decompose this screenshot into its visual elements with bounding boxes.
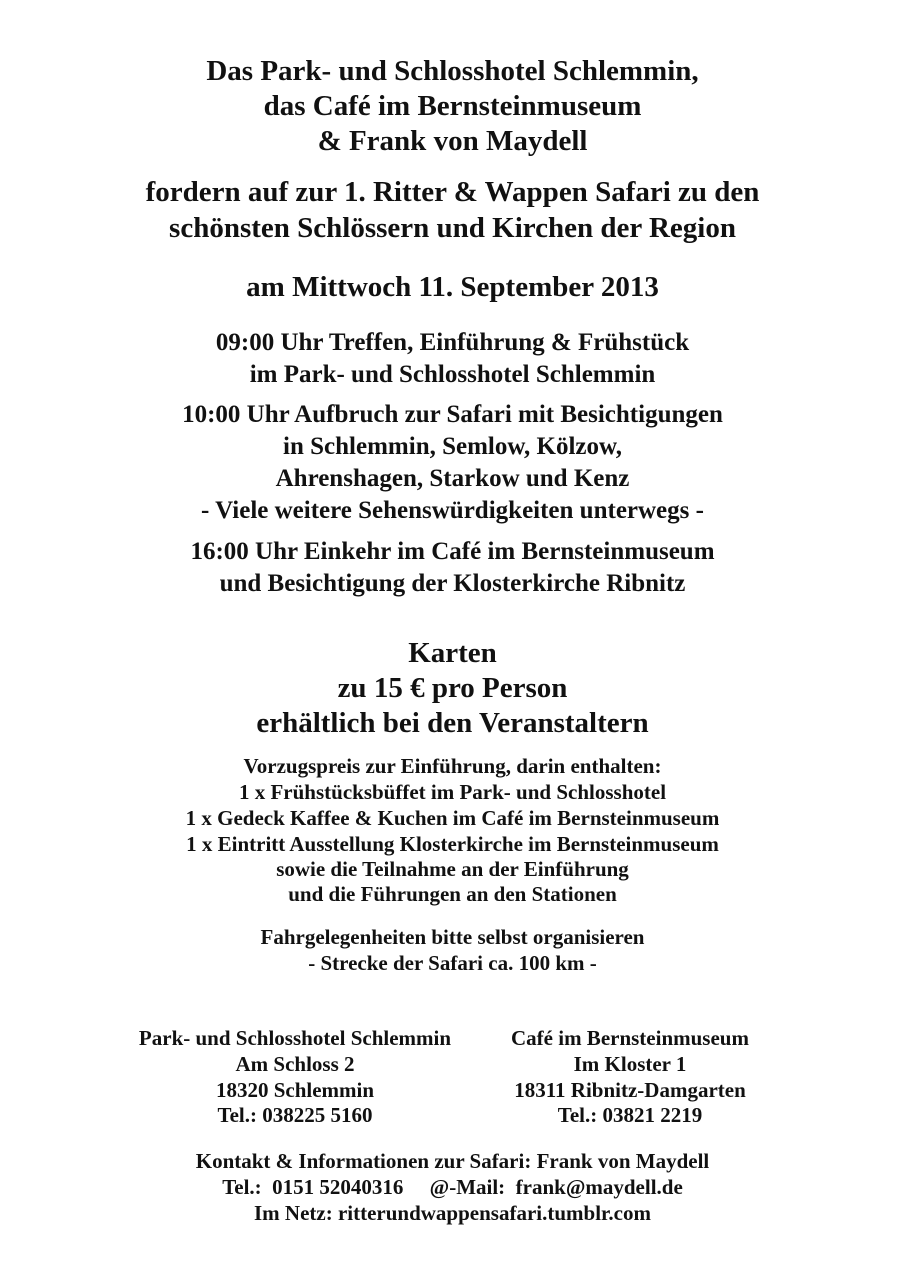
tickets-price: zu 15 € pro Person: [337, 672, 568, 704]
schedule-item-3-line-2: und Besichtigung der Klosterkirche Ribnitz: [219, 570, 686, 597]
schedule-item-2-line-1: 10:00 Uhr Aufbruch zur Safari mit Besichtigungen: [182, 401, 723, 428]
tickets-heading: Karten: [408, 637, 497, 669]
header-line-2: das Café im Bernsteinmuseum: [263, 90, 642, 122]
venue-left-name: Park- und Schlosshotel Schlemmin: [138, 1026, 452, 1050]
included-item-5: und die Führungen an den Stationen: [288, 882, 617, 906]
venue-left-phone: Tel.: 038225 5160: [217, 1103, 373, 1127]
venue-left-city: 18320 Schlemmin: [215, 1078, 375, 1102]
included-item-3: 1 x Eintritt Ausstellung Klosterkirche im Bernsteinmuseum: [186, 832, 719, 856]
schedule-item-3-line-1: 16:00 Uhr Einkehr im Café im Bernsteinmuseum: [190, 538, 715, 565]
invite-line-2: schönsten Schlössern und Kirchen der Region: [169, 212, 736, 244]
transport-line-1: Fahrgelegenheiten bitte selbst organisieren: [260, 925, 645, 949]
schedule-item-1-line-2: im Park- und Schlosshotel Schlemmin: [249, 361, 656, 388]
venue-right-phone: Tel.: 03821 2219: [557, 1103, 703, 1127]
schedule-item-2-line-3: Ahrenshagen, Starkow und Kenz: [275, 465, 630, 492]
header-line-3: & Frank von Maydell: [317, 125, 588, 157]
venue-right-street: Im Kloster 1: [573, 1052, 687, 1076]
transport-line-2: - Strecke der Safari ca. 100 km -: [308, 951, 597, 975]
contact-line-1: Kontakt & Informationen zur Safari: Frank von Maydell: [195, 1149, 710, 1173]
schedule-item-2-line-2: in Schlemmin, Semlow, Kölzow,: [283, 433, 622, 460]
invite-line-1: fordern auf zur 1. Ritter & Wappen Safari zu den: [145, 176, 760, 208]
contact-line-2: Tel.: 0151 52040316 @-Mail: frank@maydell.de: [222, 1175, 683, 1199]
included-item-1: 1 x Frühstücksbüffet im Park- und Schlosshotel: [238, 780, 667, 804]
event-date: am Mittwoch 11. September 2013: [246, 271, 659, 303]
header-line-1: Das Park- und Schlosshotel Schlemmin,: [206, 55, 699, 87]
schedule-item-2-line-4: - Viele weitere Sehenswürdigkeiten unterwegs -: [201, 497, 704, 524]
venue-right-name: Café im Bernsteinmuseum: [511, 1026, 749, 1050]
contact-line-3: Im Netz: ritterundwappensafari.tumblr.com: [253, 1201, 651, 1225]
schedule-item-1-line-1: 09:00 Uhr Treffen, Einführung & Frühstück: [215, 329, 690, 356]
venue-right-city: 18311 Ribnitz-Damgarten: [514, 1078, 746, 1102]
tickets-availability: erhältlich bei den Veranstaltern: [256, 707, 649, 739]
included-intro: Vorzugspreis zur Einführung, darin enthalten:: [243, 754, 662, 778]
included-item-4: sowie die Teilnahme an der Einführung: [276, 857, 629, 881]
included-item-2: 1 x Gedeck Kaffee & Kuchen im Café im Bernsteinmuseum: [185, 806, 720, 830]
venue-left-street: Am Schloss 2: [235, 1052, 355, 1076]
